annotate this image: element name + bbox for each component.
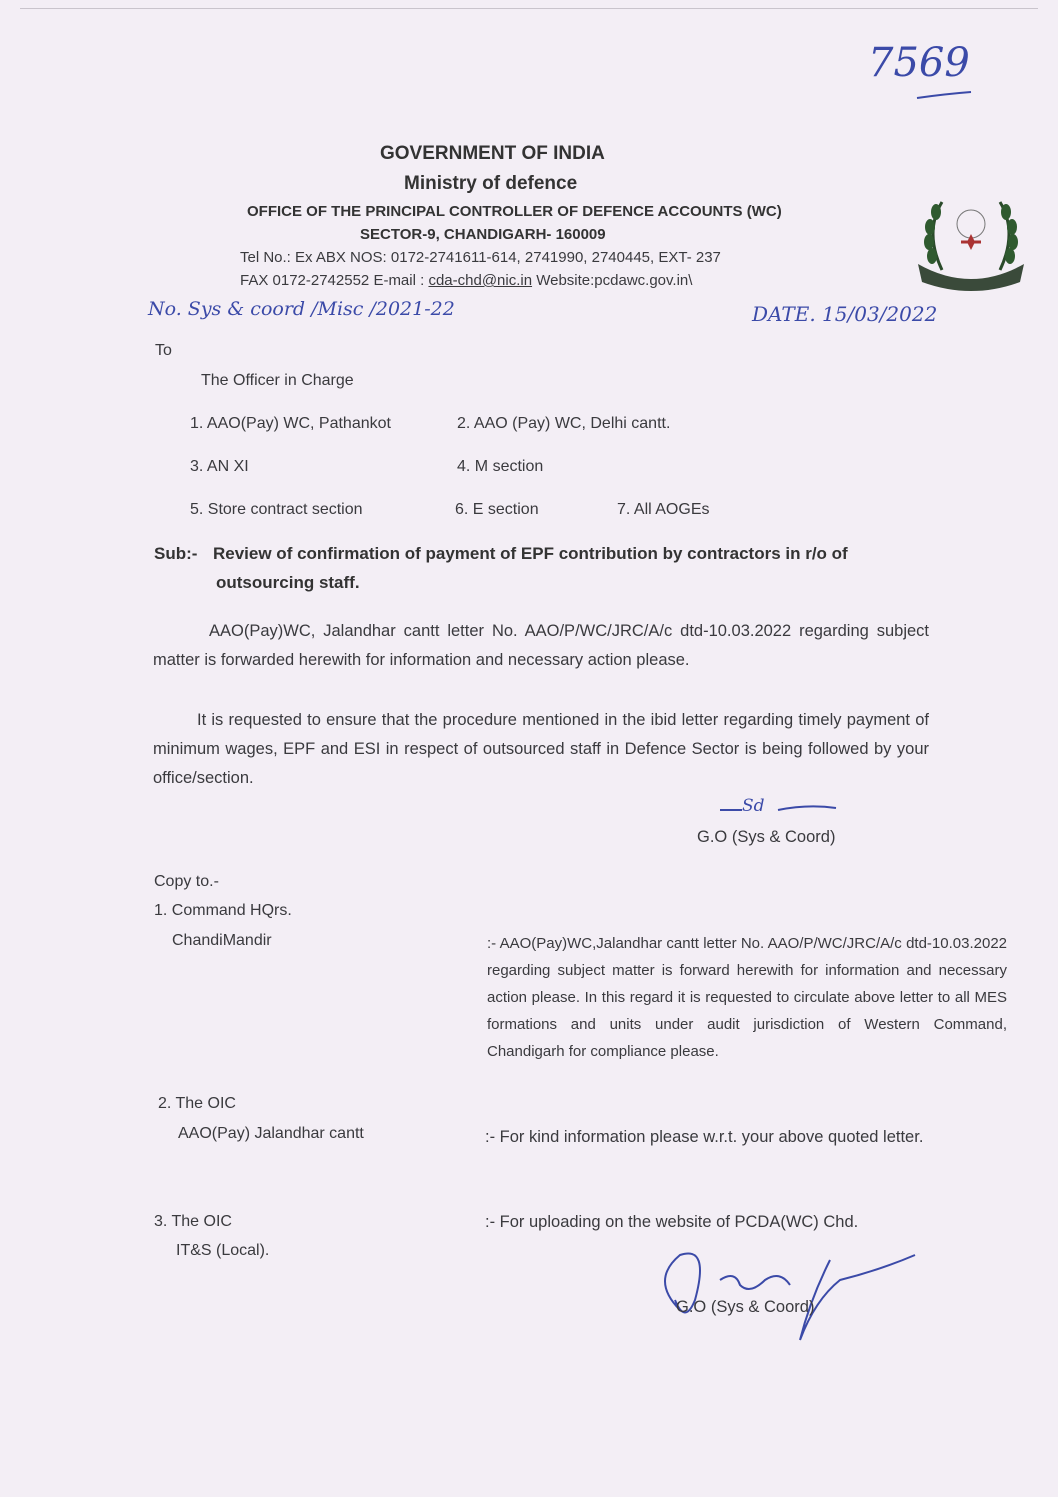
subject-line-1: Review of confirmation of payment of EPF contribution by contractors in r/o of	[213, 544, 848, 563]
handwritten-signature	[640, 1240, 930, 1350]
copy-1-note: :- AAO(Pay)WC,Jalandhar cantt letter No. AAO/P/WC/JRC/A/c dtd-10.03.2022 regarding subject matter is forward herewith for information and necessary action please. In this regard it is requested to circulate above letter to all MES formations and units under audit jurisdiction of Western Command, Chandigarh for compliance please.	[487, 935, 1007, 1060]
recipient-7: 7. All AOGEs	[617, 501, 710, 518]
header-tel: Tel No.: Ex ABX NOS: 0172-2741611-614, 2741990, 2740445, EXT- 237	[240, 249, 721, 266]
header-office: OFFICE OF THE PRINCIPAL CONTROLLER OF DEFENCE ACCOUNTS (WC)	[247, 203, 782, 220]
copy-3-title: 3. The OIC	[154, 1213, 232, 1230]
stamp-number: 7569	[868, 40, 970, 86]
copy-to-label: Copy to.-	[154, 873, 219, 890]
copy-2-title: 2. The OIC	[158, 1095, 236, 1112]
top-rule	[20, 8, 1038, 9]
recipient-4: 4. M section	[457, 458, 544, 475]
paragraph-2: It is requested to ensure that the procedure mentioned in the ibid letter regarding timely payment of minimum wages, EPF and ESI in respect of outsourced staff in Defence Sector is being followed by your office/section.	[153, 711, 929, 787]
subject-line-2: outsourcing staff.	[216, 573, 360, 592]
recipient-3: 3. AN XI	[190, 458, 249, 475]
fax-label: FAX 0172-2742552 E-mail :	[240, 272, 429, 289]
to-label: To	[155, 342, 172, 359]
department-emblem	[912, 182, 1030, 294]
copy-2-sub: AAO(Pay) Jalandhar cantt	[178, 1125, 364, 1142]
final-signatory: G.O (Sys & Coord)	[676, 1298, 815, 1316]
paragraph-1: AAO(Pay)WC, Jalandhar cantt letter No. AAO/P/WC/JRC/A/c dtd-10.03.2022 regarding subject matter is forwarded herewith for information and necessary action please.	[153, 622, 929, 669]
copy-1-title: 1. Command HQrs.	[154, 902, 292, 919]
header-ministry: Ministry of defence	[404, 173, 578, 194]
sd-strike	[718, 800, 838, 820]
header-contact	[240, 272, 692, 289]
sd-mark: Sd	[742, 796, 765, 816]
recipient-6: 6. E section	[455, 501, 539, 518]
copy-3-sub: IT&S (Local).	[176, 1242, 270, 1259]
reference-number: No. Sys & coord /Misc /2021-22	[148, 298, 455, 320]
recipient-1: 1. AAO(Pay) WC, Pathankot	[190, 415, 391, 432]
stamp-underline	[915, 90, 975, 102]
copy-2-note: :- For kind information please w.r.t. your above quoted letter.	[485, 1128, 924, 1146]
website-text: Website:pcdawc.gov.in\	[532, 272, 693, 289]
recipient-5: 5. Store contract section	[190, 501, 363, 518]
header-address: SECTOR-9, CHANDIGARH- 160009	[360, 226, 606, 243]
recipient-2: 2. AAO (Pay) WC, Delhi cantt.	[457, 415, 671, 432]
officer-in-charge: The Officer in Charge	[201, 372, 354, 389]
signatory: G.O (Sys & Coord)	[697, 828, 836, 846]
copy-3-note: :- For uploading on the website of PCDA(WC) Chd.	[485, 1213, 859, 1231]
subject-label: Sub:-	[154, 544, 198, 563]
header-government: GOVERNMENT OF INDIA	[380, 143, 605, 164]
letter-date: DATE. 15/03/2022	[752, 302, 938, 326]
email-link[interactable]: cda-chd@nic.in	[428, 272, 533, 289]
copy-1-sub: ChandiMandir	[172, 932, 272, 949]
